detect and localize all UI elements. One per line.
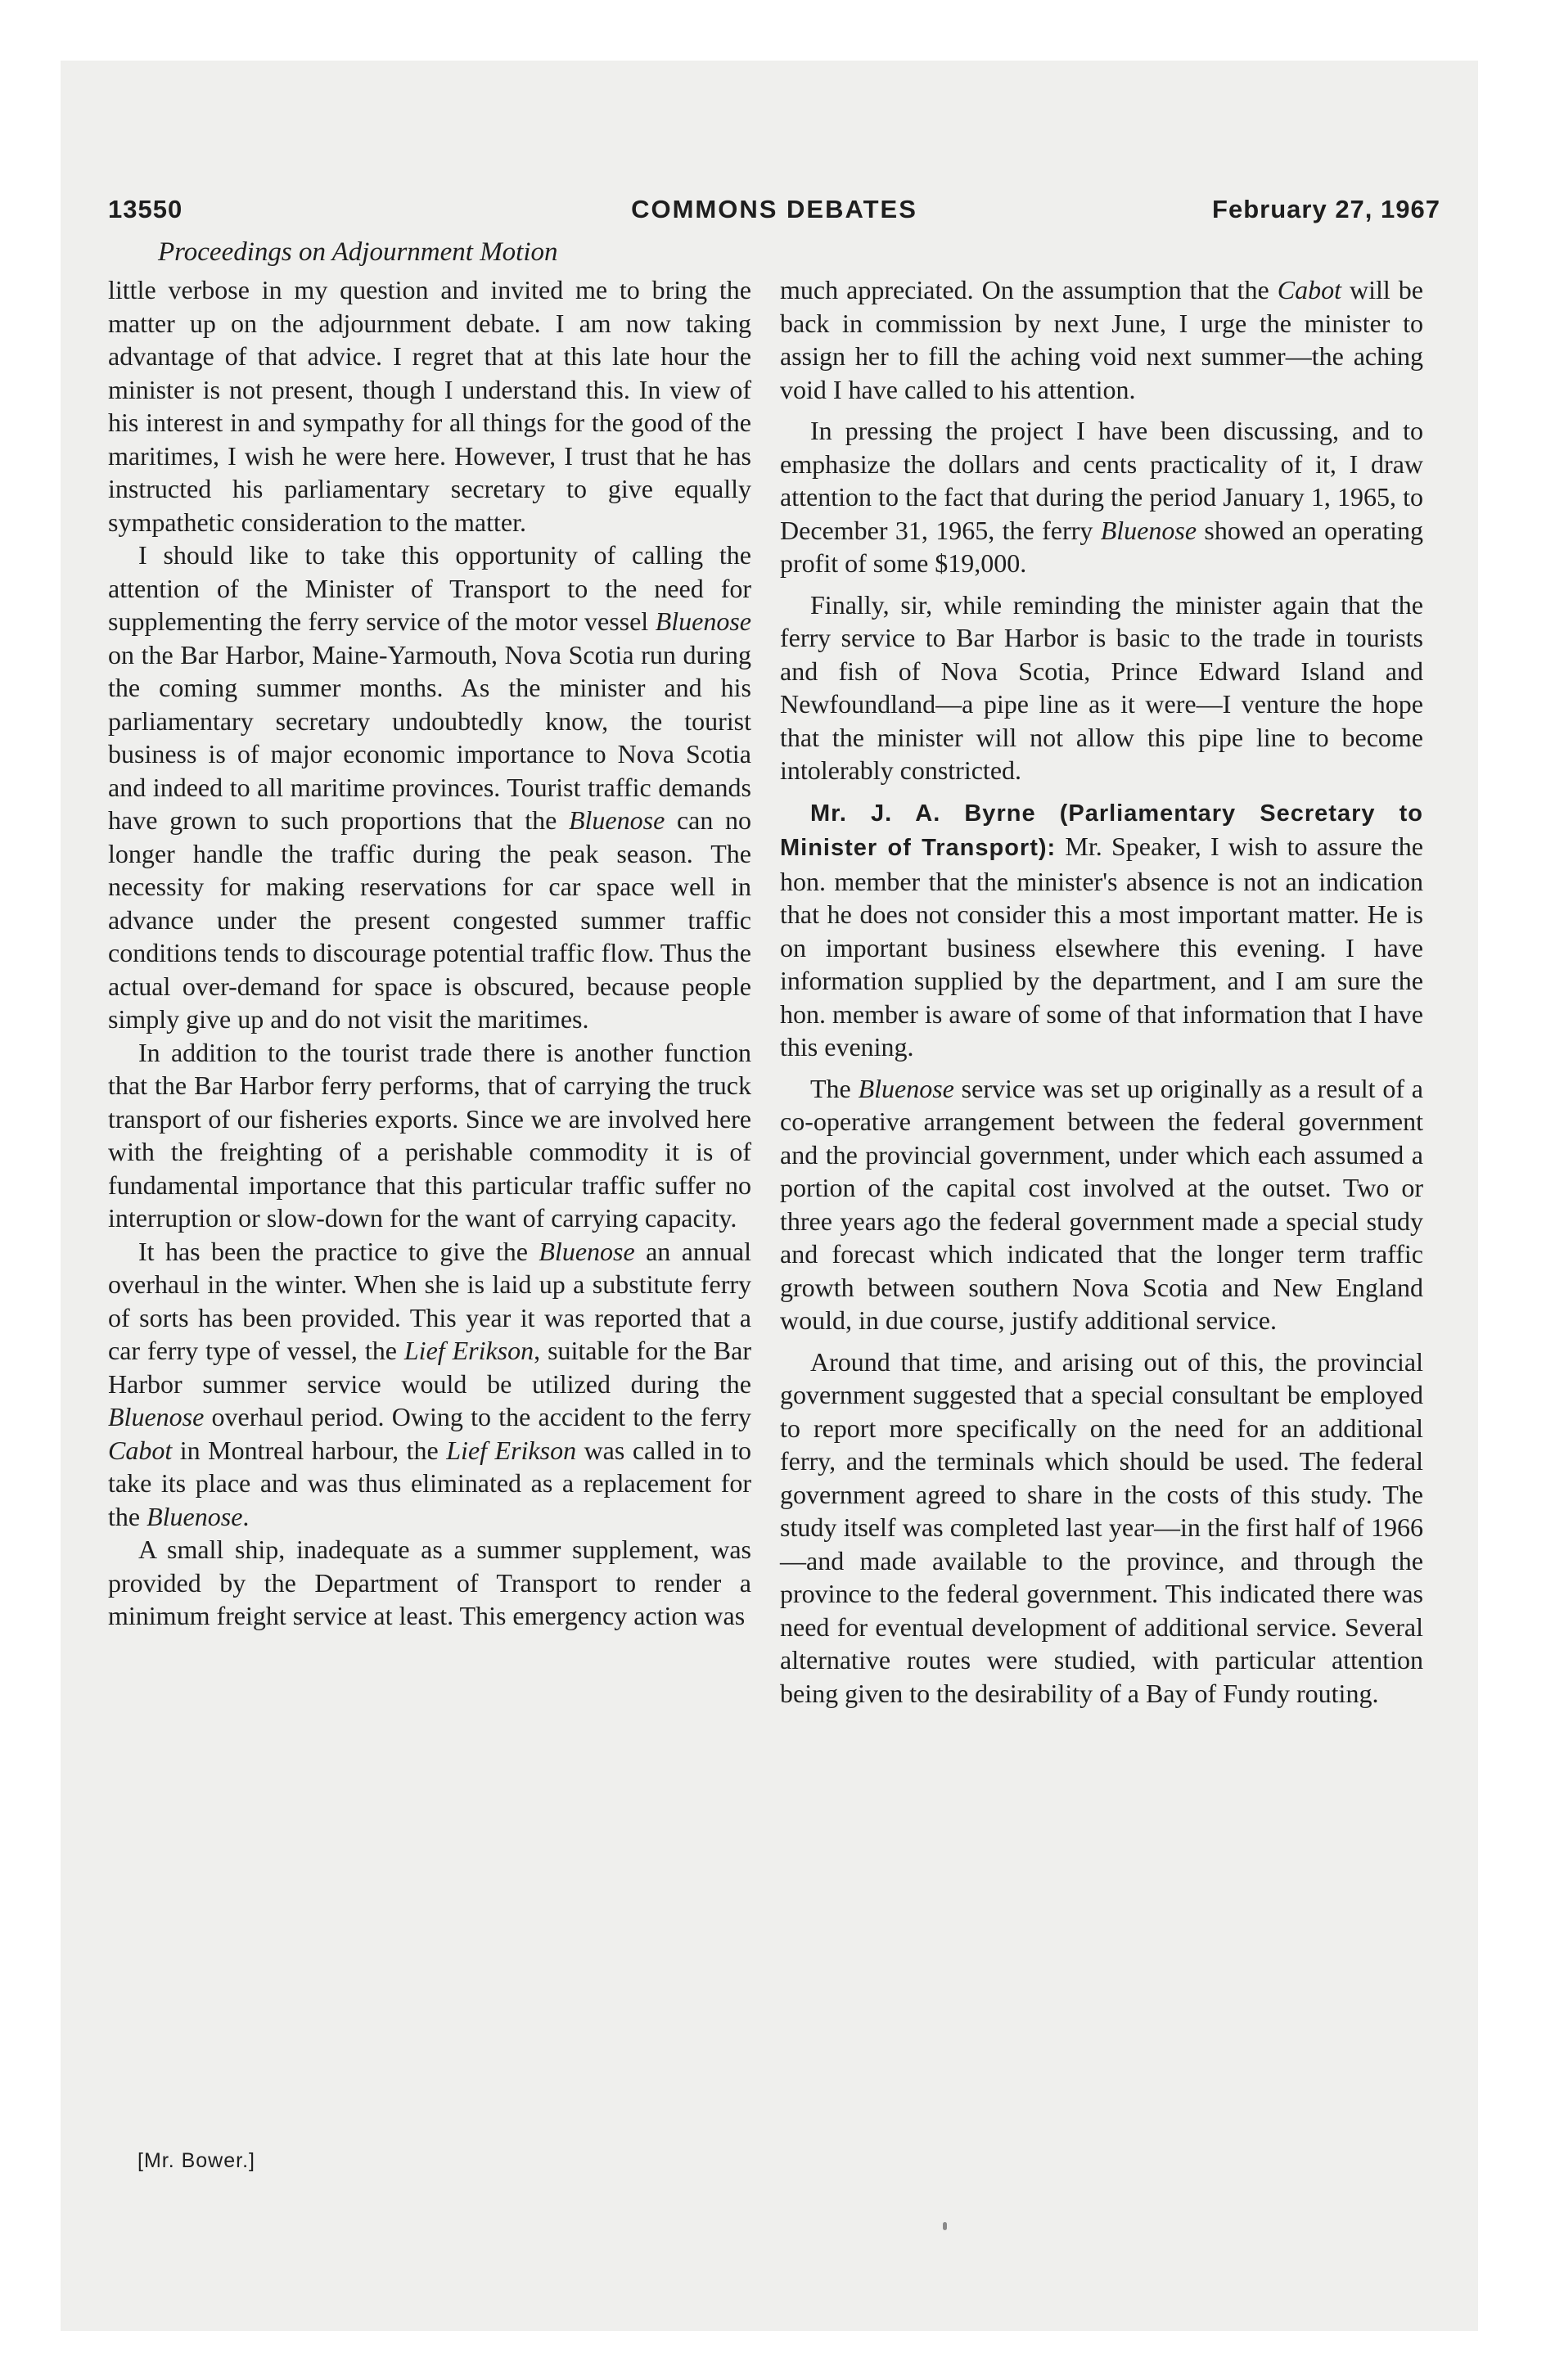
issue-date: February 27, 1967 (1212, 195, 1440, 223)
page-number: 13550 (108, 195, 183, 223)
paragraph: Mr. J. A. Byrne (Parliamentary Secretary to Minister of Transport): Mr. Speaker, I wish to assure the hon. member that the minister's absence is not an indication that he does not consider this a most important matter. He is on important business elsewhere this evening. I have information supplied by the department, and I am sure the hon. member is aware of some of that information that I have this evening. (780, 800, 1424, 1062)
paragraph: I should like to take this opportunity of calling the attention of the Minister of Transport to the need for supplementing the ferry service of the motor vessel Bluenose on the Bar Harbor, Maine-Yarmouth, Nova Scotia run during the coming summer months. As the minister and his parliamentary secretary undoubtedly know, the tourist business is of major economic importance to Nova Scotia and indeed to all maritime provinces. Tourist traffic demands have grown to such proportions that the Bluenose can no longer handle the traffic during the peak season. The necessity for making reservations for car space well in advance under the present congested summer traffic conditions tends to discourage potential traffic flow. Thus the actual over-demand for space is obscured, because people simply give up and do not visit the maritimes. (108, 540, 752, 1034)
paragraph: In addition to the tourist trade there is another function that the Bar Harbor ferry performs, that of carrying the truck transport of our fisheries exports. Since we are involved here with the freighting of a perishable commodity it is of fundamental importance that this particular traffic suffer no interruption or slow-down for the want of carrying capacity. (108, 1037, 751, 1233)
publication-title: COMMONS DEBATES (631, 195, 917, 223)
paragraph: A small ship, inadequate as a summer supplement, was provided by the Department of Transport to render a minimum freight service at least. This emergency action was (108, 1535, 751, 1630)
speaker-reference: [Mr. Bower.] (137, 2149, 255, 2172)
page-mark (943, 2222, 947, 2230)
running-header (108, 195, 1440, 244)
paragraph: It has been the practice to give the Bluenose an annual overhaul in the winter. When she is laid up a substitute ferry of sorts has been provided. This year it was reported that a car ferry type of vessel, the Lief Erikson, suitable for the Bar Harbor summer service would be utilized during the Bluenose overhaul period. Owing to the accident to the ferry Cabot in Montreal harbour, the Lief Erikson was called in to take its place and was thus eliminated as a replacement for the Bluenose. (108, 1236, 752, 1531)
paragraph: In pressing the project I have been discussing, and to emphasize the dollars and cents practicality of it, I draw attention to the fact that during the period January 1, 1965, to December 31, 1965, the ferry Bluenose showed an operating profit of some $19,000. (780, 416, 1424, 578)
paragraph: Finally, sir, while reminding the minister again that the ferry service to Bar Harbor is basic to the trade in tourists and fish of Nova Scotia, Prince Edward Island and Newfoundland—a pipe line as it were—I venture the hope that the minister will not allow this pipe line to become intolerably constricted. (780, 589, 1423, 785)
speaker-name: Mr. J. A. Byrne (Parliamentary Secretary to Minister of Transport): (780, 800, 1423, 861)
left-column (108, 273, 751, 1633)
section-heading: Proceedings on Adjournment Motion (158, 237, 558, 267)
paragraph: much appreciated. On the assumption that the Cabot will be back in commission by next June, I urge the minister to assign her to fill the aching void next summer—the aching void I have called to his attention. (780, 275, 1424, 404)
paragraph: little verbose in my question and invited me to bring the matter up on the adjournment debate. I am now taking advantage of that advice. I regret that at this late hour the minister is not present, though I understand this. In view of his interest in and sympathy for all things for the good of the maritimes, I wish he were here. However, I trust that he has instructed his parliamentary secretary to give equally sympathetic consideration to the matter. (108, 275, 751, 537)
paragraph: Around that time, and arising out of this, the provincial government suggested that a special consultant be employed to report more specifically on the need for an additional ferry, and the terminals which should be used. The federal government agreed to share in the costs of this study. The study itself was completed last year—in the first half of 1966—and made available to the province, and through the province to the federal government. This indicated there was need for eventual development of additional service. Several alternative routes were studied, with particular attention being given to the desirability of a Bay of Fundy routing. (780, 1346, 1423, 1708)
right-column (780, 273, 1423, 1710)
paragraph: The Bluenose service was set up originally as a result of a co-operative arrangement between the federal government and the provincial government, under which each assumed a portion of the capital cost involved at the outset. Two or three years ago the federal government made a special study and forecast which indicated that the longer term traffic growth between southern Nova Scotia and New England would, in due course, justify additional service. (780, 1073, 1424, 1335)
